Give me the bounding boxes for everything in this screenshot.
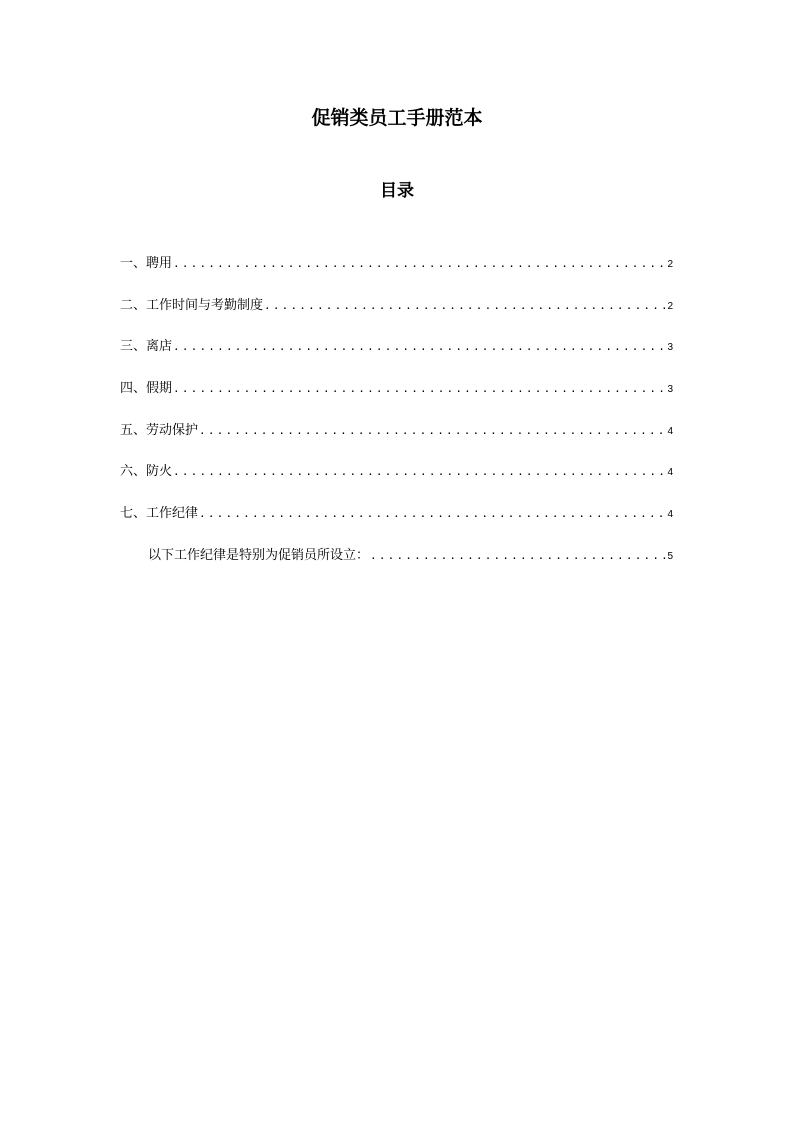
toc-entry-label: 二、工作时间与考勤制度 [120, 297, 264, 313]
toc-entry-label: 三、离店 [120, 339, 173, 355]
toc-leader-dots [173, 379, 666, 399]
toc-leader-dots [370, 546, 666, 566]
toc-leader-dots [199, 504, 666, 524]
toc-leader-dots [173, 254, 666, 274]
toc-entry-page: 3 [667, 342, 673, 354]
toc-entry-work-discipline[interactable] [120, 504, 673, 546]
toc-entry-label: 七、工作纪律 [120, 506, 199, 522]
toc-entry-labor-protection[interactable] [120, 421, 673, 463]
toc-entry-page: 4 [667, 467, 673, 479]
toc-heading: 目录 [380, 181, 414, 201]
toc-entry-page: 2 [667, 259, 673, 270]
toc-entry-page: 4 [667, 509, 673, 521]
toc-entry-label: 以下工作纪律是特别为促销员所设立： [148, 547, 370, 563]
toc-leader-dots [199, 421, 666, 441]
toc-entry-page: 2 [667, 300, 673, 312]
toc-entry-hiring[interactable] [120, 254, 673, 296]
document-title: 促销类员工手册范本 [311, 107, 483, 129]
toc-entry-label: 一、聘用 [120, 256, 173, 271]
toc-entry-holidays[interactable] [120, 379, 673, 421]
toc-entry-label: 六、防火 [120, 464, 173, 480]
toc-leader-dots [264, 296, 666, 316]
toc-entry-working-hours[interactable] [120, 296, 673, 338]
toc-entry-fire-prevention[interactable] [120, 462, 673, 504]
toc-entry-label: 五、劳动保护 [120, 422, 199, 438]
toc-entry-page: 5 [667, 550, 673, 562]
toc-entry-page: 3 [667, 384, 673, 396]
toc-entry-label: 四、假期 [120, 381, 173, 397]
toc-entry-page: 4 [667, 425, 673, 437]
toc-leader-dots [173, 337, 666, 357]
toc-leader-dots [173, 462, 666, 482]
toc-entry-leaving-store[interactable] [120, 337, 673, 379]
toc-entry-promoter-discipline[interactable] [120, 546, 673, 588]
table-of-contents [120, 254, 673, 588]
